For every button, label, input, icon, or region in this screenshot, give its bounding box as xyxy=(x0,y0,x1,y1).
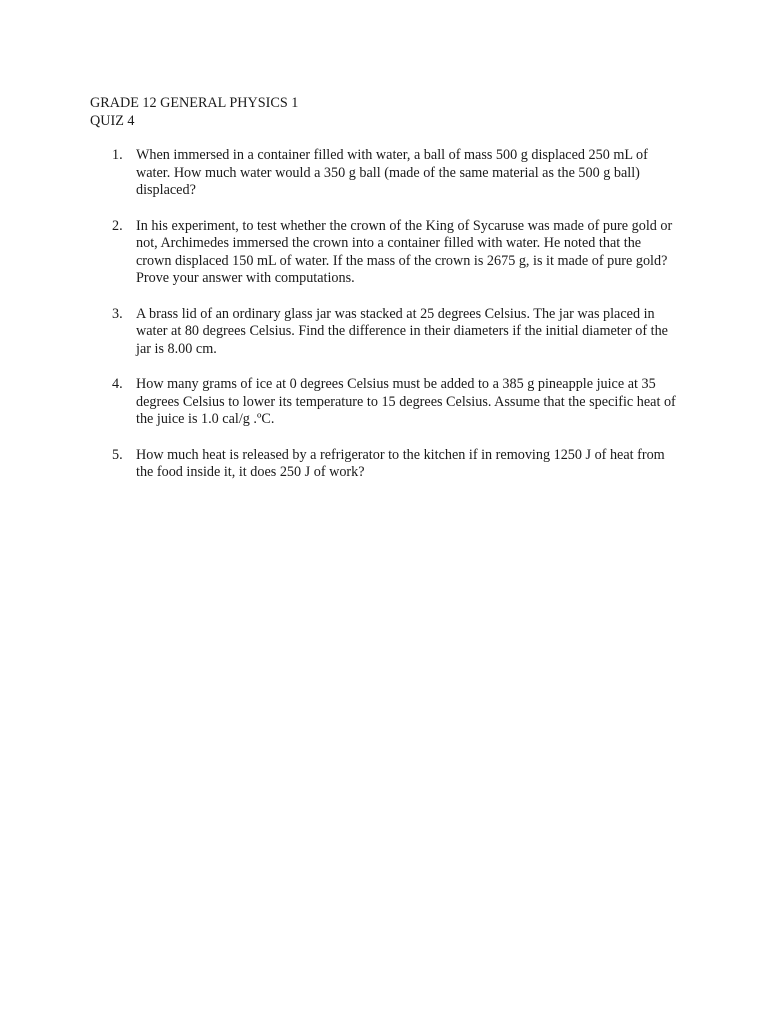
question-number: 2. xyxy=(112,217,123,234)
question-list xyxy=(90,147,690,500)
question-item xyxy=(90,376,690,429)
question-number: 3. xyxy=(112,305,123,322)
question-number: 4. xyxy=(112,376,123,392)
question-text: When immersed in a container filled with water, a ball of mass 500 g displaced 250 mL of water. How much water would a 350 g ball (made of the same material as the 500 g ball) displaced? xyxy=(136,147,648,198)
question-text: How much heat is released by a refrigerator to the kitchen if in removing 1250 J of heat from the food inside it, it does 250 J of work? xyxy=(136,446,665,480)
question-number: 5. xyxy=(112,446,123,463)
document-header xyxy=(90,94,298,130)
question-text: How many grams of ice at 0 degrees Celsius must be added to a 385 g pineapple juice at 35 degrees Celsius to lower its temperature to 15 degrees Celsius. Assume that the specific heat of the juice is 1.0 cal/g .ºC. xyxy=(136,376,676,427)
question-text: A brass lid of an ordinary glass jar was stacked at 25 degrees Celsius. The jar was placed in water at 80 degrees Celsius. Find the difference in their diameters if the initial diameter of the jar is 8.00 cm. xyxy=(136,305,668,357)
question-item xyxy=(90,147,690,200)
question-number: 1. xyxy=(112,147,123,163)
quiz-title: QUIZ 4 xyxy=(90,113,135,129)
question-item xyxy=(90,306,690,359)
document-title: GRADE 12 GENERAL PHYSICS 1 xyxy=(90,95,299,111)
question-item xyxy=(90,447,690,482)
question-text: In his experiment, to test whether the crown of the King of Sycaruse was made of pure gold or not, Archimedes immersed the crown into a container filled with water. He noted that the crown displaced 150 mL of water. If the mass of the crown is 2675 g, is it made of pure gold? Prove your answer with computations. xyxy=(136,217,673,286)
question-item xyxy=(90,218,690,288)
